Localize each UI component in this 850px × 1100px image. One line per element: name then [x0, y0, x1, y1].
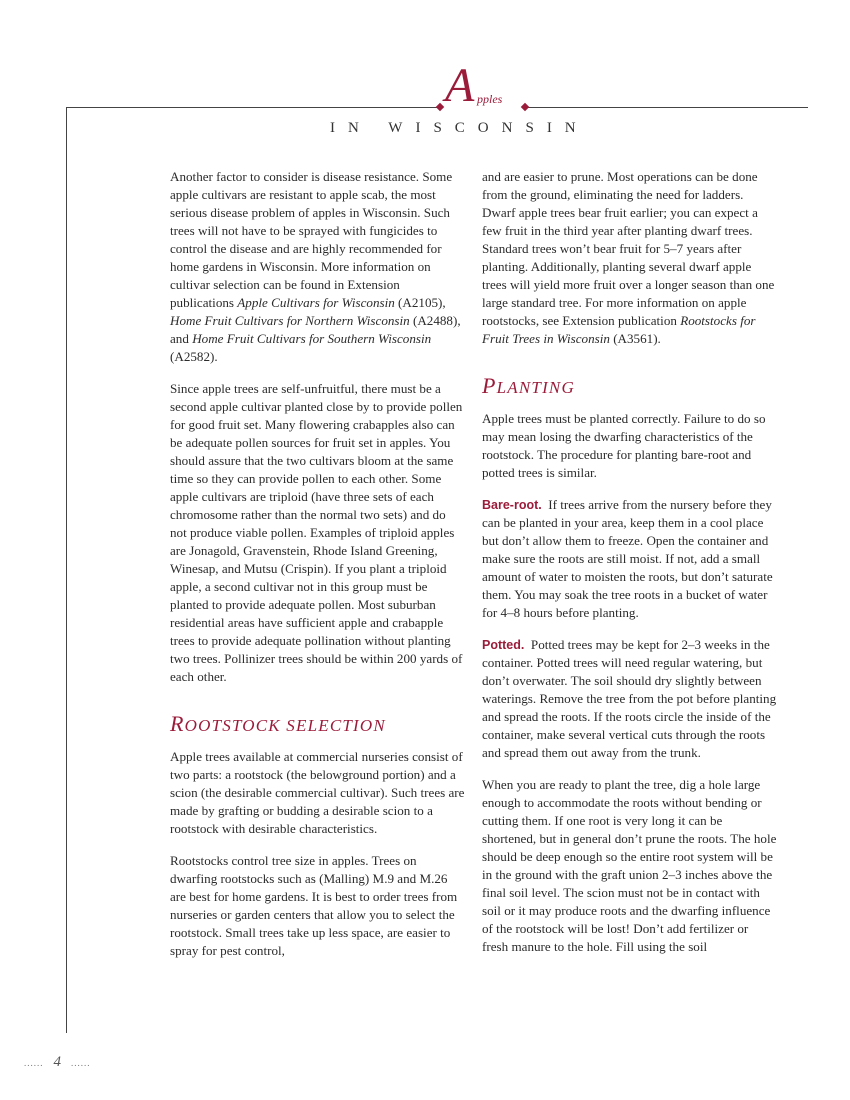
- publication-subtitle: [330, 120, 640, 137]
- page-footer: [24, 1054, 91, 1071]
- publication-title: Rootstocks for Fruit Trees in Wisconsin: [482, 313, 756, 346]
- text-run: If trees arrive from the nursery before they can be planted in your area, keep them in a cool place but don’t allow them to freeze. Open the container and make sure the roots are still moist. If not, add a small amount of water to moisten the roots, but don’t saturate them. You may soak the tree roots in a bucket of water for 4–8 hours before planting.: [482, 497, 773, 620]
- right-column: [482, 168, 777, 956]
- header-rule-left: [66, 107, 438, 108]
- logo-initial: A: [445, 59, 475, 112]
- page-number: 4: [53, 1054, 61, 1070]
- text-run: (A2105),: [394, 295, 446, 310]
- paragraph-potted: [482, 636, 777, 762]
- text-run: Potted trees may be kept for 2–3 weeks in the container. Potted trees will need regular watering, but don’t overwater. The soil should dry slightly between waterings. Remove the tree from the pot before planting and spread the roots. If the roots circle the inside of the container, make several vertical cuts through the roots and spread them out away from the trunk.: [482, 637, 777, 760]
- run-in-label-bare-root: Bare-root.: [482, 498, 542, 512]
- text-run: (A2488), and: [170, 313, 461, 346]
- heading-initial: R: [170, 711, 185, 736]
- logo-diamond-left: [436, 103, 444, 111]
- paragraph-tree-size: Rootstocks control tree size in apples. Trees on dwarfing rootstocks such as (Malling) M.9 and M.26 are best for home gardens. It is best to order trees from nurseries or garden centers that allow you to select the rootstock. Small trees take up less space, are easier to spray for pest control,: [170, 853, 458, 958]
- footer-dots-right: ......: [71, 1058, 91, 1069]
- paragraph-dwarf-trees: [482, 168, 777, 348]
- footer-dots-left: ......: [24, 1058, 44, 1069]
- text-run: and are easier to prune. Most operations can be done from the ground, eliminating the need for ladders. Dwarf apple trees bear fruit earlier; you can expect a few fruit in the third year after planting dwarf trees. Standard trees won’t bear fruit for 5–7 years after planting. Additionally, planting several dwarf apple trees will yield more fruit over a longer season than one large standard tree. For more information on apple rootstocks, see Extension publication: [482, 169, 775, 328]
- paragraph-planting-hole: When you are ready to plant the tree, dig a hole large enough to accommodate the roots without bending or cutting them. If one root is very long it can be shortened, but in general don’t prune the roots. The hole should be deep enough so the entire root system will be in the ground with the graft union 2–3 inches above the final soil level. The scion must not be in contact with soil or it may produce roots and the dwarfing influence of the rootstock will be lost! Don’t add fertilizer or fresh manure to the hole. Fill using the soil: [482, 777, 777, 954]
- logo-rest: pples: [477, 92, 503, 106]
- heading-rest: OOTSTOCK SELECTION: [184, 716, 386, 735]
- heading-rest: LANTING: [496, 378, 575, 397]
- paragraph-bare-root: [482, 496, 777, 622]
- left-column: [170, 168, 465, 960]
- header-rule-right: [528, 107, 808, 108]
- paragraph-rootstock-parts: Apple trees available at commercial nurseries consist of two parts: a rootstock (the belowground portion) and a scion (the desirable commercial cultivar). Such trees are made by grafting or budding a desirable scion to a rootstock with desirable characteristics.: [170, 749, 465, 836]
- text-run: (A2582).: [170, 349, 218, 364]
- apples-logo: [445, 59, 525, 114]
- text-run: (A3561).: [609, 331, 661, 346]
- heading-rootstock-selection: [170, 712, 465, 738]
- subtitle-text: IN WISCONSIN: [330, 120, 589, 136]
- paragraph-planting-intro: Apple trees must be planted correctly. Failure to do so may mean losing the dwarfing characteristics of the rootstock. The procedure for planting bare-root and potted trees is similar.: [482, 411, 766, 480]
- paragraph-disease-resistance: [170, 168, 465, 366]
- heading-initial: P: [482, 373, 497, 398]
- publication-title: Home Fruit Cultivars for Southern Wisconsin: [192, 331, 432, 346]
- heading-planting: [482, 374, 777, 400]
- publication-title: Home Fruit Cultivars for Northern Wisconsin: [170, 313, 410, 328]
- margin-rule: [66, 107, 67, 1033]
- run-in-label-potted: Potted.: [482, 638, 525, 652]
- text-run: Another factor to consider is disease resistance. Some apple cultivars are resistant to apple scab, the most serious disease problem of apples in Wisconsin. Such trees will not have to be sprayed with fungicides to control the disease and are highly recommended for home gardens in Wisconsin. More information on cultivar selection can be found in Extension publications: [170, 169, 453, 310]
- paragraph-pollination: Since apple trees are self-unfruitful, there must be a second apple cultivar planted close by to provide pollen for good fruit set. Many flowering crabapples also can be adequate pollen sources for fruit set in apples. You should assure that the two cultivars bloom at the same time so they can provide pollen to each other. Some apple cultivars are triploid (have three sets of each chromosome rather than the normal two sets) and do not produce viable pollen. Examples of triploid apples are Jonagold, Gravenstein, Rhode Island Greening, Winesap, and Mutsu (Crispin). If you plant a triploid apple, a second cultivar not in this group must be planted to provide adequate pollen. Most suburban residential areas have sufficient apple and crabapple trees to provide adequate pollination without planting two trees. Pollinizer trees should be within 200 yards of each other.: [170, 381, 463, 684]
- publication-title: Apple Cultivars for Wisconsin: [237, 295, 395, 310]
